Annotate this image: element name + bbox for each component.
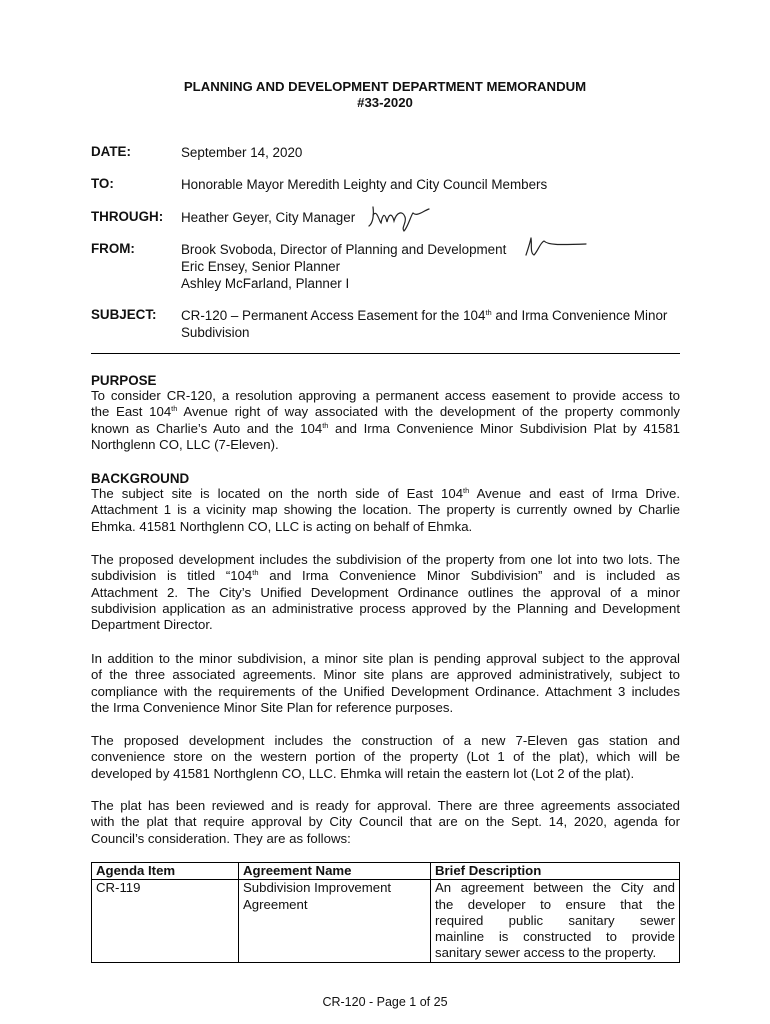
text-line: the East 104th Avenue right of way associated with the development of the property commonly — [91, 404, 680, 420]
header-divider — [91, 353, 680, 354]
table-row — [92, 880, 680, 962]
text-line: convenience store on the western portion of the property (Lot 1 of the plat), which will be — [91, 749, 680, 765]
through-value: Heather Geyer, City Manager — [181, 210, 356, 225]
cell-line: required public sanitary sewer — [435, 912, 675, 928]
text-line: subdivision application as an administrative process approved by the Planning and Development — [91, 600, 680, 616]
text-line: The proposed development includes the construction of a new 7-Eleven gas station and — [91, 733, 680, 748]
agenda-item-cell: CR-119 — [92, 880, 239, 962]
text-line: Ehmka. 41581 Northglenn CO, LLC is acting on behalf of Ehmka. — [91, 518, 473, 534]
cell-line: An agreement between the City and — [435, 880, 675, 896]
text-line: Council’s consideration. They are as follows: — [91, 830, 351, 846]
from-label: FROM: — [91, 241, 135, 256]
cell-line: the developer to ensure that the — [435, 896, 675, 912]
cell-line: sanitary sewer access to the property. — [435, 945, 657, 961]
cell-line: Agreement — [243, 896, 308, 912]
text-line: with the plat that require approval by City Council that are on the Sept. 14, 2020, agenda for — [91, 814, 680, 830]
purpose-paragraph — [91, 388, 680, 453]
column-header: Brief Description — [431, 863, 680, 880]
subject-value — [181, 307, 681, 341]
text-line: the Irma Convenience Minor Site Plan for reference purposes. — [91, 699, 454, 715]
text-line: subdivision is titled “104th and Irma Convenience Minor Subdivision” and is included as — [91, 568, 680, 584]
description-cell — [431, 880, 680, 962]
background-paragraph-3 — [91, 651, 680, 716]
from-line: Brook Svoboda, Director of Planning and Development — [181, 242, 507, 257]
director-signature — [522, 235, 588, 259]
cell-line: mainline is constructed to provide — [435, 929, 675, 945]
background-paragraph-1 — [91, 486, 680, 535]
to-value: Honorable Mayor Meredith Leighty and City Council Members — [181, 177, 548, 192]
text-line: In addition to the minor subdivision, a minor site plan is pending approval subject to the approval — [91, 651, 680, 666]
table-header-row — [92, 863, 680, 880]
text-line: known as Charlie’s Auto and the 104th and Irma Convenience Minor Subdivision Plat by 41581 — [91, 420, 680, 436]
text-line: Attachment 1 is a vicinity map showing the location. The property is currently owned by Charlie — [91, 502, 680, 518]
agreements-table — [91, 862, 680, 963]
from-line: Ashley McFarland, Planner I — [181, 276, 350, 291]
memo-title: PLANNING AND DEVELOPMENT DEPARTMENT MEMORANDUM — [183, 79, 587, 94]
text-line: The subject site is located on the north side of East 104th Avenue and east of Irma Drive. — [91, 486, 680, 501]
text-line: developed by 41581 Northglenn CO, LLC. Ehmka will retain the eastern lot (Lot 2 of the plat). — [91, 765, 635, 781]
text-line: Department Director. — [91, 617, 213, 633]
from-line: Eric Ensey, Senior Planner — [181, 259, 341, 274]
background-paragraph-5 — [91, 798, 680, 847]
memo-number: #33-2020 — [357, 95, 413, 110]
subject-text: and Irma Convenience Minor — [491, 308, 668, 323]
text-line: Attachment 2. The City’s Unified Development Ordinance outlines the approval of a minor — [91, 584, 680, 600]
ordinal-suffix: th — [485, 308, 492, 317]
text-line: The plat has been reviewed and is ready for approval. There are three agreements associated — [91, 798, 680, 813]
background-paragraph-2 — [91, 552, 680, 633]
city-manager-signature — [367, 201, 433, 233]
subject-text: CR-120 – Permanent Access Easement for the 104 — [181, 308, 486, 323]
to-label: TO: — [91, 176, 114, 191]
agreement-name-cell — [239, 880, 431, 962]
subject-label: SUBJECT: — [91, 307, 157, 322]
column-header: Agenda Item — [92, 863, 239, 880]
through-label: THROUGH: — [91, 209, 164, 224]
background-heading: BACKGROUND — [91, 471, 190, 486]
date-label: DATE: — [91, 144, 131, 159]
background-paragraph-4 — [91, 733, 680, 782]
subject-text: Subdivision — [181, 325, 250, 340]
text-line: To consider CR-120, a resolution approving a permanent access easement to provide access to — [91, 388, 680, 403]
page-footer: CR-120 - Page 1 of 25 — [322, 995, 448, 1009]
column-header: Agreement Name — [239, 863, 431, 880]
text-line: compliance with the requirements of the Unified Development Ordinance. Attachment 3 includes — [91, 683, 680, 699]
cell-line: Subdivision Improvement — [243, 880, 392, 896]
from-value — [181, 241, 506, 292]
text-line: Northglenn CO, LLC (7-Eleven). — [91, 436, 279, 452]
date-value: September 14, 2020 — [181, 145, 303, 160]
text-line: The proposed development includes the subdivision of the property from one lot into two lots. The — [91, 552, 680, 567]
purpose-heading: PURPOSE — [91, 373, 157, 388]
text-line: of the three associated agreements. Minor site plans are approved administratively, subject to — [91, 667, 680, 683]
